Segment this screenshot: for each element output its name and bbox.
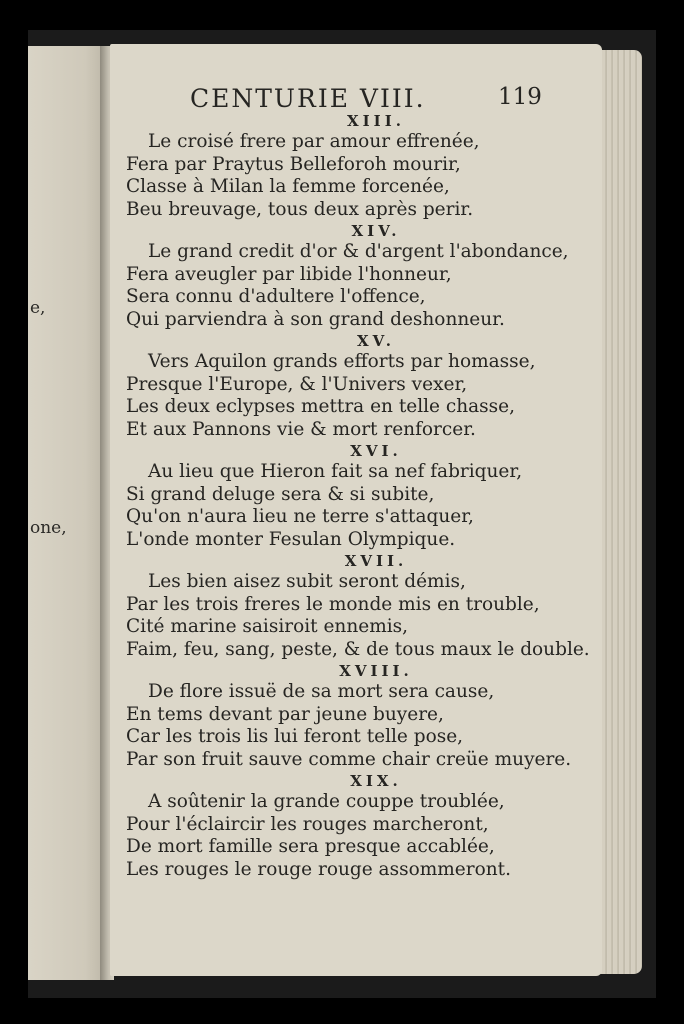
left-page (28, 46, 110, 980)
verse-line: En tems devant par jeune buyere, (126, 703, 444, 725)
page-edges (596, 50, 642, 974)
quatrain (126, 551, 590, 661)
verse-line: Beu breuvage, tous deux après perir. (126, 198, 474, 220)
verse-line: Vers Aquilon grands efforts par homasse, (148, 351, 536, 372)
verse-line: Pour l'éclaircir les rouges marcheront, (126, 813, 489, 835)
verse-line: Les bien aisez subit seront démis, (148, 571, 466, 592)
verse-line: Fera aveugler par libide l'honneur, (126, 263, 452, 285)
verse-line: Car les trois lis lui feront telle pose, (126, 726, 464, 747)
verse-line: Fera par Praytus Belleforoh mourir, (126, 153, 461, 175)
verse-line: Et aux Pannons vie & mort renforcer. (126, 418, 476, 440)
quatrain-numeral: XVI. (350, 442, 402, 460)
quatrain (126, 221, 586, 331)
quatrain (126, 331, 586, 441)
page-number: 119 (498, 84, 542, 110)
left-page-fragment: one, (30, 518, 67, 538)
quatrain (126, 661, 586, 771)
quatrain-numeral: XIII. (347, 112, 405, 130)
left-page-fragment: e, (30, 298, 46, 318)
verse-line: Les rouges le rouge rouge assommeront. (126, 858, 511, 880)
verse-line: De mort famille sera presque accablée, (126, 836, 495, 857)
verse-line: Le croisé frere par amour effrenée, (148, 131, 480, 152)
verse-line: Si grand deluge sera & si subite, (126, 483, 435, 505)
quatrain-numeral: XV. (357, 332, 395, 350)
quatrain-numeral: XIX. (350, 772, 402, 790)
verse-line: Qu'on n'aura lieu ne terre s'attaquer, (126, 506, 474, 527)
verse-line: L'onde monter Fesulan Olympique. (126, 528, 456, 550)
quatrain (126, 771, 586, 881)
quatrain-numeral: XVIII. (339, 662, 413, 680)
verse-line: Presque l'Europe, & l'Univers vexer, (126, 373, 468, 395)
verse-line: Cité marine saisiroit ennemis, (126, 616, 409, 637)
verse-line: De flore issuë de sa mort sera cause, (148, 681, 495, 702)
verse-line: Par son fruit sauve comme chair creüe muyere. (126, 748, 572, 770)
verse-line: Le grand credit d'or & d'argent l'abondance, (148, 241, 569, 262)
verse-line: Sera connu d'adultere l'offence, (126, 286, 426, 307)
quatrain-numeral: XIV. (351, 222, 401, 240)
verse-line: Par les trois freres le monde mis en trouble, (126, 593, 540, 615)
verse-line: Faim, feu, sang, peste, & de tous maux le double. (126, 638, 590, 660)
quatrain (126, 111, 586, 221)
verse-line: Au lieu que Hieron fait sa nef fabriquer, (148, 461, 523, 482)
verse-line: A soûtenir la grande couppe troublée, (148, 791, 505, 812)
running-title: CENTURIE VIII. (190, 84, 426, 113)
quatrain-numeral: XVII. (344, 552, 408, 570)
quatrain (126, 441, 586, 551)
right-page (110, 44, 602, 976)
verse-line: Classe à Milan la femme forcenée, (126, 176, 450, 197)
verse-line: Les deux eclypses mettra en telle chasse, (126, 396, 515, 417)
page-header (110, 84, 602, 114)
verse-line: Qui parviendra à son grand deshonneur. (126, 308, 505, 330)
